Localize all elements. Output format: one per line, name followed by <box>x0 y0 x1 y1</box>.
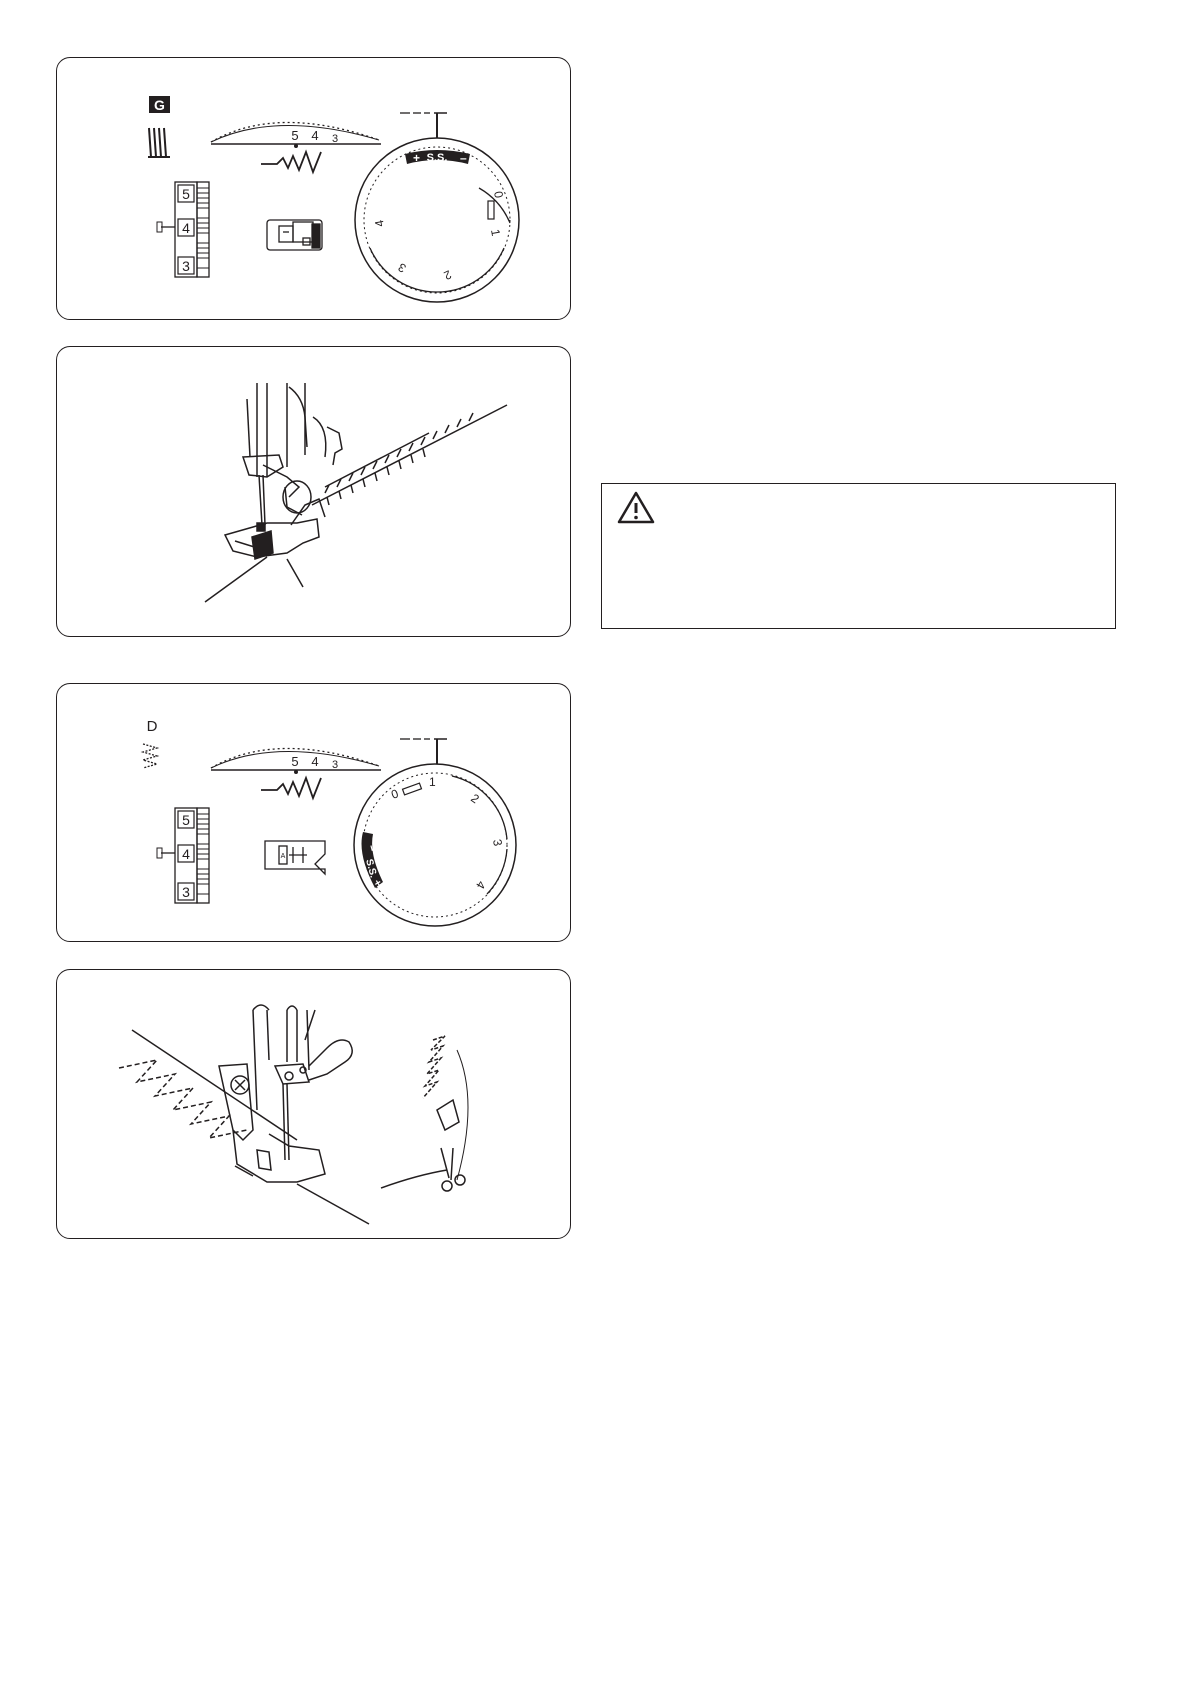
presser-foot-g-icon <box>267 220 322 250</box>
dial-mark-2: 2 <box>441 267 454 283</box>
width-scale-middle: 4 <box>182 220 190 236</box>
zigzag-length-icon <box>261 152 321 172</box>
scissors-icon <box>441 1148 465 1191</box>
tension-dial <box>354 739 516 926</box>
pattern-letter: G <box>154 97 165 113</box>
width-scale-lower: 3 <box>182 258 190 274</box>
stitch-length-dial <box>211 748 381 798</box>
width-scale-middle: 4 <box>182 846 190 862</box>
dial-ss-label: S.S. <box>363 857 379 880</box>
overcast-settings-illustration <box>57 684 572 943</box>
stitch-width-scale <box>157 808 209 903</box>
figure-panel-blind-hem-settings <box>56 57 571 320</box>
pattern-letter: D <box>146 718 158 735</box>
warning-triangle-icon <box>616 488 656 528</box>
dial-mark-4: 4 <box>473 878 489 892</box>
stitch-length-dial <box>211 122 381 172</box>
dial-plus: + <box>413 151 421 165</box>
dial-scale-3: 3 <box>331 133 339 145</box>
blind-stitch-icon <box>148 128 170 157</box>
dial-scale-4: 4 <box>311 128 319 143</box>
dial-mark-1: 1 <box>429 775 436 789</box>
dial-mark-3: 3 <box>395 260 409 276</box>
figure-panel-blind-hem-sewing <box>56 346 571 637</box>
figure-panel-overcast-sewing <box>56 969 571 1239</box>
overcast-foot-illustration <box>57 970 572 1240</box>
dial-scale-5: 5 <box>291 128 299 143</box>
dial-scale-3: 3 <box>331 759 339 771</box>
blind-hem-foot-illustration <box>57 347 572 638</box>
dial-minus: – <box>365 843 379 853</box>
overcast-stitch-icon <box>143 744 157 768</box>
figure-panel-overcast-settings <box>56 683 571 942</box>
dial-plus: + <box>370 877 385 890</box>
dial-minus: – <box>460 151 467 165</box>
foot-letter: A <box>280 853 286 860</box>
width-scale-lower: 3 <box>182 884 190 900</box>
dial-scale-4: 4 <box>311 754 319 769</box>
width-scale-upper: 5 <box>182 812 190 828</box>
presser-foot-a-icon <box>265 841 325 874</box>
settings-illustration <box>57 58 572 321</box>
dial-mark-4: 4 <box>372 218 387 228</box>
dial-mark-3: 3 <box>490 838 505 848</box>
dial-mark-0: 0 <box>491 190 506 200</box>
dial-scale-5: 5 <box>291 754 299 769</box>
dial-mark-1: 1 <box>488 228 503 238</box>
zigzag-length-icon <box>261 778 321 798</box>
warning-box <box>601 483 1116 629</box>
dial-mark-2: 2 <box>468 790 482 807</box>
dial-ss-label: S.S. <box>426 152 448 164</box>
width-scale-upper: 5 <box>182 186 190 202</box>
dial-mark-0: 0 <box>389 786 401 802</box>
stitch-width-scale <box>157 182 209 277</box>
tension-dial <box>355 113 519 302</box>
